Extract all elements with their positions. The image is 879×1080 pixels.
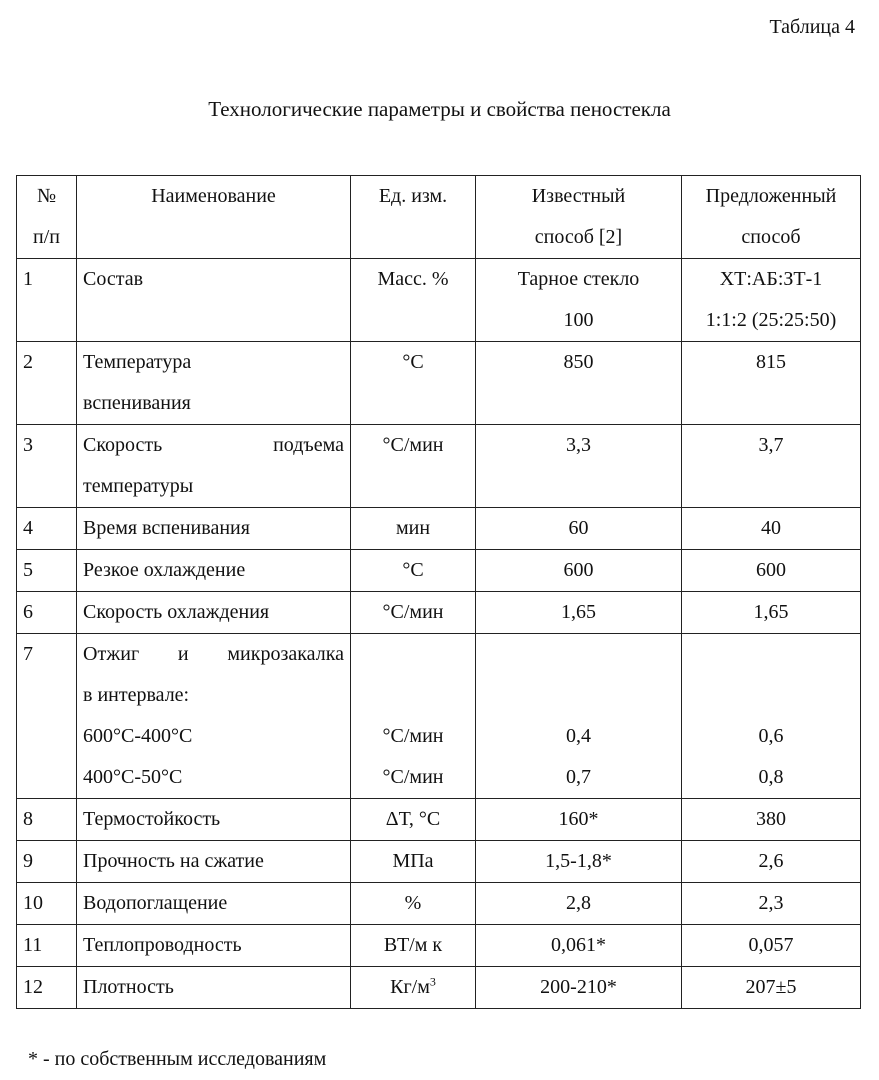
- row-name: Резкое охлаждение: [77, 550, 351, 592]
- row-unit: °С: [351, 342, 476, 425]
- row-unit: %: [351, 883, 476, 925]
- table-row: [17, 925, 861, 967]
- row-name: Теплопроводность: [77, 925, 351, 967]
- row-num: 8: [17, 799, 77, 841]
- header-known-method: Известный способ [2]: [476, 176, 682, 259]
- document-title: Технологические параметры и свойства пеностекла: [208, 97, 671, 121]
- row-proposed: 1,65: [682, 592, 861, 634]
- header-unit: Ед. изм.: [351, 176, 476, 259]
- row-name: Плотность: [77, 967, 351, 1009]
- row-proposed: ХТ:АБ:ЗТ-1 1:1:2 (25:25:50): [682, 259, 861, 342]
- row-name: Термостойкость: [77, 799, 351, 841]
- row-unit: °С/мин: [351, 592, 476, 634]
- row-unit: $Кг/м^3$: [351, 967, 476, 1009]
- table-header-row: [17, 176, 861, 259]
- row-known: 850: [476, 342, 682, 425]
- table-row: [17, 342, 861, 425]
- row-proposed: 0,057: [682, 925, 861, 967]
- row-num: 10: [17, 883, 77, 925]
- row-known: 2,8: [476, 883, 682, 925]
- row-num: 6: [17, 592, 77, 634]
- row-proposed: 0,6 0,8: [682, 634, 861, 799]
- row-num: 5: [17, 550, 77, 592]
- row-known: 600: [476, 550, 682, 592]
- row-unit: °С: [351, 550, 476, 592]
- row-unit: МПа: [351, 841, 476, 883]
- row-num: 1: [17, 259, 77, 342]
- row-known: Тарное стекло 100: [476, 259, 682, 342]
- row-known: 0,061*: [476, 925, 682, 967]
- header-proposed-method: Предложенный способ: [682, 176, 861, 259]
- row-unit: °С/мин °С/мин: [351, 634, 476, 799]
- header-name: Наименование: [77, 176, 351, 259]
- row-name: Скорость охлаждения: [77, 592, 351, 634]
- row-name: Температура вспенивания: [77, 342, 351, 425]
- row-known: 3,3: [476, 425, 682, 508]
- row-known: 200-210*: [476, 967, 682, 1009]
- row-unit: °С/мин: [351, 425, 476, 508]
- row-num: 4: [17, 508, 77, 550]
- row-proposed: 815: [682, 342, 861, 425]
- table-row: [17, 967, 861, 1009]
- parameters-table: [16, 175, 861, 1009]
- row-name: Состав: [77, 259, 351, 342]
- footnote: * - по собственным исследованиям: [28, 1048, 327, 1070]
- row-unit: мин: [351, 508, 476, 550]
- row-num: 9: [17, 841, 77, 883]
- row-name: Отжиг и микрозакалка в интервале: 600°С-400°С 400°С-50°С: [77, 634, 351, 799]
- row-num: 7: [17, 634, 77, 799]
- table-number-label: Таблица 4: [769, 16, 855, 38]
- row-name: Время вспенивания: [77, 508, 351, 550]
- row-proposed: 207±5: [682, 967, 861, 1009]
- row-proposed: 600: [682, 550, 861, 592]
- table-row: [17, 550, 861, 592]
- row-proposed: 2,6: [682, 841, 861, 883]
- row-num: 12: [17, 967, 77, 1009]
- row-known: 1,65: [476, 592, 682, 634]
- row-num: 3: [17, 425, 77, 508]
- table-row: [17, 592, 861, 634]
- row-unit: ΔТ, °С: [351, 799, 476, 841]
- row-known: 60: [476, 508, 682, 550]
- row-known: 160*: [476, 799, 682, 841]
- row-name: Скорость подъема температуры: [77, 425, 351, 508]
- table-row: [17, 425, 861, 508]
- table-row: [17, 259, 861, 342]
- row-proposed: 3,7: [682, 425, 861, 508]
- row-known: 0,4 0,7: [476, 634, 682, 799]
- row-name: Водопоглащение: [77, 883, 351, 925]
- row-unit: Масс. %: [351, 259, 476, 342]
- row-proposed: 40: [682, 508, 861, 550]
- row-num: 2: [17, 342, 77, 425]
- row-unit: ВТ/м к: [351, 925, 476, 967]
- row-known: 1,5-1,8*: [476, 841, 682, 883]
- header-num: № п/п: [17, 176, 77, 259]
- table-row: [17, 841, 861, 883]
- row-proposed: 380: [682, 799, 861, 841]
- table-row: [17, 634, 861, 799]
- row-proposed: 2,3: [682, 883, 861, 925]
- row-name: Прочность на сжатие: [77, 841, 351, 883]
- table-row: [17, 799, 861, 841]
- row-num: 11: [17, 925, 77, 967]
- table-row: [17, 508, 861, 550]
- table-row: [17, 883, 861, 925]
